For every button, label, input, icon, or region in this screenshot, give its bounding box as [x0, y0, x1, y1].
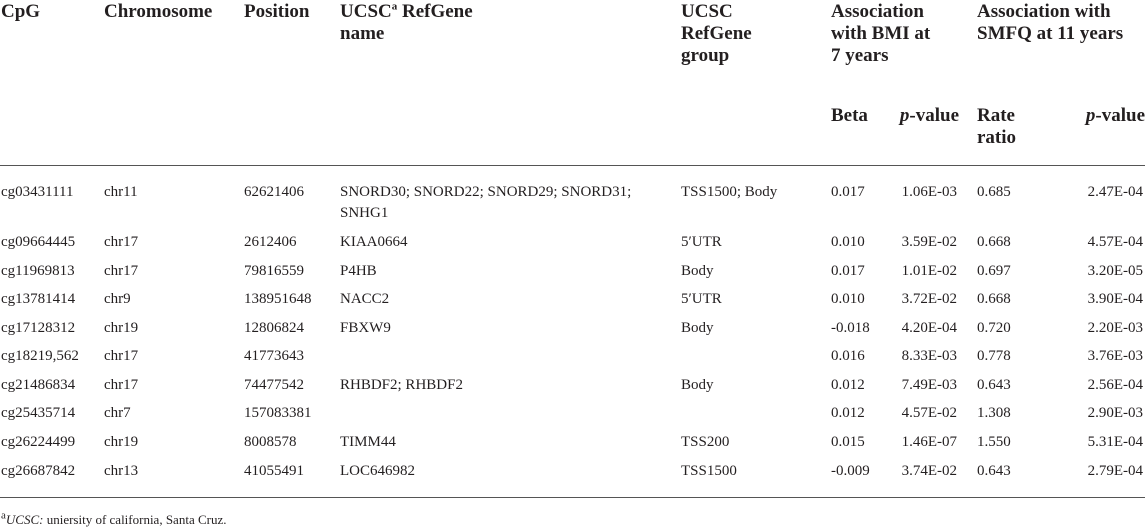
cell-bmi-pvalue: 1.01E-02 — [901, 263, 957, 279]
cell-smfq-pvalue: 2.90E-03 — [1087, 405, 1143, 421]
cell-smfq-pvalue: 3.76E-03 — [1087, 348, 1143, 364]
header-smfq-pvalue — [1086, 105, 1145, 127]
header-refgene-group-line1: UCSC — [681, 1, 733, 22]
cell-chromosome: chr13 — [104, 463, 139, 479]
cell-beta: 0.010 — [831, 234, 865, 250]
cell-cpg: cg09664445 — [1, 234, 76, 250]
header-rate-line1: Rate — [977, 105, 1015, 126]
header-smfq-line1: Association with — [977, 1, 1111, 22]
cell-bmi-pvalue: 1.46E-07 — [901, 434, 957, 450]
header-beta: Beta — [831, 105, 868, 126]
cell-refgene-group: TSS1500; Body — [681, 184, 778, 200]
header-refgene-name-prefix: UCSC — [340, 1, 392, 22]
cell-position: 74477542 — [244, 377, 304, 393]
cell-position: 2612406 — [244, 234, 297, 250]
cell-refgene-name-line2: SNHG1 — [340, 205, 389, 221]
cell-refgene-name: LOC646982 — [340, 463, 415, 479]
cell-cpg: cg13781414 — [1, 291, 76, 307]
cell-rate-ratio: 0.643 — [977, 377, 1011, 393]
cell-chromosome: chr17 — [104, 263, 139, 279]
cell-chromosome: chr17 — [104, 348, 139, 364]
cell-beta: 0.015 — [831, 434, 865, 450]
cell-bmi-pvalue: 1.06E-03 — [901, 184, 957, 200]
cell-rate-ratio: 0.720 — [977, 320, 1011, 336]
cell-smfq-pvalue: 2.79E-04 — [1087, 463, 1143, 479]
footnote-label: UCSC: — [5, 512, 44, 527]
header-refgene-group-line2: RefGene — [681, 23, 752, 44]
cell-cpg: cg11969813 — [1, 263, 75, 279]
header-cpg: CpG — [1, 1, 41, 22]
cell-bmi-pvalue: 3.59E-02 — [901, 234, 957, 250]
cell-cpg: cg18219,562 — [1, 348, 79, 364]
cell-smfq-pvalue: 3.20E-05 — [1087, 263, 1143, 279]
header-rate-line2: ratio — [977, 127, 1017, 148]
cell-position: 138951648 — [244, 291, 312, 307]
cell-refgene-name: RHBDF2; RHBDF2 — [340, 377, 463, 393]
cell-beta: -0.018 — [831, 320, 870, 336]
header-bmi-line3: 7 years — [831, 45, 889, 66]
header-refgene-name-line2: name — [340, 23, 385, 44]
cell-chromosome: chr17 — [104, 377, 139, 393]
cell-rate-ratio: 0.668 — [977, 291, 1011, 307]
header-bmi-line1: Association — [831, 1, 924, 22]
cell-chromosome: chr19 — [104, 320, 139, 336]
cell-smfq-pvalue: 3.90E-04 — [1087, 291, 1143, 307]
cell-refgene-name: NACC2 — [340, 291, 390, 307]
cell-smfq-pvalue: 2.56E-04 — [1087, 377, 1143, 393]
cell-bmi-pvalue: 4.20E-04 — [901, 320, 957, 336]
cell-rate-ratio: 0.685 — [977, 184, 1011, 200]
cell-refgene-group: Body — [681, 263, 714, 279]
table-footnote — [1, 509, 227, 528]
cell-rate-ratio: 0.668 — [977, 234, 1011, 250]
header-refgene-name-suffix: RefGene — [397, 1, 473, 22]
cell-refgene-group: TSS1500 — [681, 463, 737, 479]
header-bmi-pvalue — [900, 105, 959, 127]
cell-refgene-name: TIMM44 — [340, 434, 396, 450]
header-smfq-pvalue-rest: -value — [1095, 105, 1145, 126]
cell-bmi-pvalue: 8.33E-03 — [901, 348, 957, 364]
cell-beta: 0.012 — [831, 405, 865, 421]
cell-refgene-group: TSS200 — [681, 434, 730, 450]
cell-bmi-pvalue: 4.57E-02 — [901, 405, 957, 421]
header-smfq-pvalue-p: p — [1085, 105, 1096, 126]
table-bottom-rule — [0, 497, 1145, 498]
cell-rate-ratio: 0.778 — [977, 348, 1011, 364]
cell-beta: 0.016 — [831, 348, 865, 364]
cell-beta: 0.012 — [831, 377, 865, 393]
cell-rate-ratio: 1.550 — [977, 434, 1011, 450]
cell-beta: 0.010 — [831, 291, 865, 307]
cell-refgene-name: FBXW9 — [340, 320, 391, 336]
cell-rate-ratio: 1.308 — [977, 405, 1011, 421]
cell-refgene-name: KIAA0664 — [340, 234, 408, 250]
header-bmi-line2: with BMI at — [831, 23, 931, 44]
header-refgene-name — [340, 1, 473, 23]
cell-beta: 0.017 — [831, 263, 865, 279]
cell-refgene-name: P4HB — [340, 263, 377, 279]
cell-refgene-name: SNORD30; SNORD22; SNORD29; SNORD31; — [340, 184, 632, 200]
cell-bmi-pvalue: 7.49E-03 — [901, 377, 957, 393]
cell-smfq-pvalue: 2.47E-04 — [1087, 184, 1143, 200]
cell-chromosome: chr17 — [104, 234, 139, 250]
footnote-text: uniersity of california, Santa Cruz. — [43, 512, 227, 527]
cell-cpg: cg03431111 — [1, 184, 74, 200]
header-divider — [0, 165, 1145, 166]
cell-chromosome: chr19 — [104, 434, 139, 450]
cell-position: 12806824 — [244, 320, 304, 336]
cell-bmi-pvalue: 3.72E-02 — [901, 291, 957, 307]
cell-chromosome: chr7 — [104, 405, 131, 421]
cell-refgene-group: Body — [681, 320, 714, 336]
cell-smfq-pvalue: 5.31E-04 — [1087, 434, 1143, 450]
cell-chromosome: chr11 — [104, 184, 138, 200]
cell-cpg: cg21486834 — [1, 377, 76, 393]
cell-position: 62621406 — [244, 184, 304, 200]
cell-cpg: cg17128312 — [1, 320, 76, 336]
cell-rate-ratio: 0.643 — [977, 463, 1011, 479]
footnote-superscript: a — [1, 509, 6, 522]
cell-rate-ratio: 0.697 — [977, 263, 1011, 279]
header-refgene-group-line3: group — [681, 45, 730, 66]
cell-cpg: cg26687842 — [1, 463, 76, 479]
cell-position: 157083381 — [244, 405, 312, 421]
cell-position: 41055491 — [244, 463, 304, 479]
cell-smfq-pvalue: 4.57E-04 — [1087, 234, 1143, 250]
footnote-marker: a — [391, 0, 398, 13]
cell-chromosome: chr9 — [104, 291, 131, 307]
cell-cpg: cg25435714 — [1, 405, 76, 421]
header-position: Position — [244, 1, 310, 22]
header-smfq-line2: SMFQ at 11 years — [977, 23, 1124, 44]
cell-refgene-group: Body — [681, 377, 714, 393]
cell-beta: 0.017 — [831, 184, 865, 200]
cell-smfq-pvalue: 2.20E-03 — [1087, 320, 1143, 336]
cell-position: 8008578 — [244, 434, 297, 450]
header-chromosome: Chromosome — [104, 1, 213, 22]
cell-cpg: cg26224499 — [1, 434, 76, 450]
header-bmi-pvalue-rest: -value — [909, 105, 959, 126]
cell-beta: -0.009 — [831, 463, 870, 479]
cell-position: 41773643 — [244, 348, 304, 364]
header-bmi-pvalue-p: p — [899, 105, 910, 126]
cell-position: 79816559 — [244, 263, 304, 279]
cell-refgene-group: 5′UTR — [681, 234, 722, 250]
cell-refgene-group: 5′UTR — [681, 291, 722, 307]
cell-bmi-pvalue: 3.74E-02 — [901, 463, 957, 479]
